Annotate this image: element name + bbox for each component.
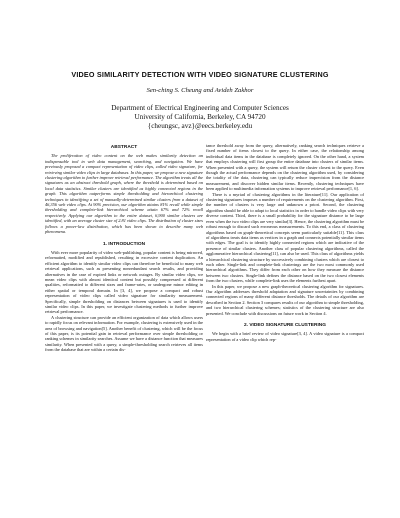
intro-paragraph-5: In this paper, we propose a new graph-theoretical clustering algorithm for signatures. Our algorithm addresses threshold adaptation and signature uncertainties by combining connected regions of many different distance thresholds. The details of our algorithm are described in Section 2. Section 3 compares results of our algorithm to simple thresholding, and two hierarchical clustering schemes; statistics of the clustering structure are also presented. We conclude with discussions on future work in Section 4. [206,283,364,316]
intro-paragraph-3: tance threshold away from the query, alternatively, ranking search techniques retrieve a fixed number of items closest to the query. In either case, the relationship among individual data items in the database is completely ignored. On the other hand, a system that employs clustering will first group the entire database into clusters of similar items. When presented with a query, the system will return the cluster closest to the query. Even though the actual performance depends on the clustering algorithm used, by considering the totality of the data, clustering can typically reduce imprecision from the distance measurement, and discover hidden similar items. Recently, clustering techniques have been applied to multimedia information systems to improve retrieval performance[1, 6]. [206,143,364,192]
affiliation-block [0,104,400,131]
signature-paragraph-1: We begin with a brief review of video signature[3, 4]. A video signature is a compact representation of a video clip which rep- [206,331,364,342]
abstract-heading: ABSTRACT [110,145,138,150]
signature-clustering-heading: 2. VIDEO SIGNATURE CLUSTERING [244,323,326,328]
intro-paragraph-4: There is a myriad of clustering algorithms in the literature[11]. Our application of clustering signatures imposes a number of requirements on the clustering algorithm. First, the number of clusters is very large and unknown a priori. Second, the clustering algorithm should be able to adapt to local statistics in order to handle video clips with very diverse content. Third, there is a small probability for the signature distance to be large even when the two video clips are very similar[3]. Hence, the clustering algorithm must be robust enough to discard such erroneous measurements. To this end, a class of clustering algorithms based on graph-theoretical concepts seem particularly suitable[11]. This class of algorithms treats data items as vertices in a graph and connects potentially similar items with edges. The goal is to identify highly connected regions which are indicative of the presence of similar clusters. Another class of popular clustering algorithms, called the agglomerative hierarchical clustering[11], can also be used. This class of algorithms yields a hierarchical clustering structure by successively combining clusters which are closest to each other. Single-link and complete-link clusterings are the two most commonly used hierarchical algorithms. They differ from each other on how they measure the distance between two clusters. Single-link defines the distance based on the two closest elements from the two clusters, while complete-link uses the elements furthest apart. [206,191,364,284]
intro-paragraph-2: A clustering structure can provide an efficient organization of data which allows users to rapidly focus on relevant information. For example, clustering is extensively used in the area of browsing and navigation[5]. Another benefit of clustering, which will be the focus of this paper, is its potential gain in retrieval performance over simple thresholding or ranking schemes in similarity searches. Assume we have a distance function that measures similarity. When presented with a query, a simple-thresholding search retrieves all items from the database that are within a certain dis- [45,314,203,353]
affiliation-university: University of California, Berkeley, CA 94720 [134,113,266,121]
introduction-heading: 1. INTRODUCTION [102,241,146,247]
paper-title: VIDEO SIMILARITY DETECTION WITH VIDEO SIGNATURE CLUSTERING [71,70,329,79]
affiliation-department: Department of Electrical Engineering and Computer Sciences [111,104,289,112]
intro-paragraph-1: With ever more popularity of video web-publishing, popular content is being mirrored, reformatted, modified and republished, resulting in excessive content duplication. An efficient algorithm to identify similar video clips can therefore be beneficial to many web retrieval applications, such as presenting nonredundant search results, and providing alternatives in the case of expired links or network outages. By similar video clips, we mean video clips with almost identical content but possibly compressed at different qualities, reformatted to different sizes and frame-rates, or undergone minor editing in either spatial or temporal domain. In [3, 4], we propose a compact and robust representation of video clips called video signature for similarity measurement. Specifically, simple thresholding on distances between signatures is used to identify similar video clips. In this paper, we investigate clustering methods to further improve retrieval performance. [45,249,203,315]
left-column [45,143,203,353]
affiliation-email: {cheungsc, avz}@eecs.berkeley.edu [147,122,253,130]
abstract-text: The proliferation of video content on the web makes similarity detection an indispensable tool in web data management, searching, and navigation. We have previously proposed a compact representation of video clips, called video signature, for retrieving similar video clips in large databases. In this paper, we propose a new signature clustering algorithm to further improve retrieval performance. The algorithm treats all the signatures as an abstract threshold graph, where the threshold is determined based on local data statistics. Similar clusters are identified as highly connected regions in the graph. This algorithm outperforms simple thresholding and hierarchical clustering techniques in identifying a set of manually-determined similar clusters from a dataset of 46,356 web video clips. At 90% precision, our algorithm attains 81% recall while simple thresholding and complete-link hierarchical scheme attain 67% and 72% recall respectively. Applying our algorithm to the entire dataset, 6,900 similar clusters are identified, with an average cluster size of 2.81 video clips. The distribution of cluster sizes follows a power-law distribution, which has been shown to describe many web phenomena. [45,153,203,235]
paper-authors: Sen-ching S. Cheung and Avideh Zakhor [146,87,254,94]
right-column [206,143,364,342]
